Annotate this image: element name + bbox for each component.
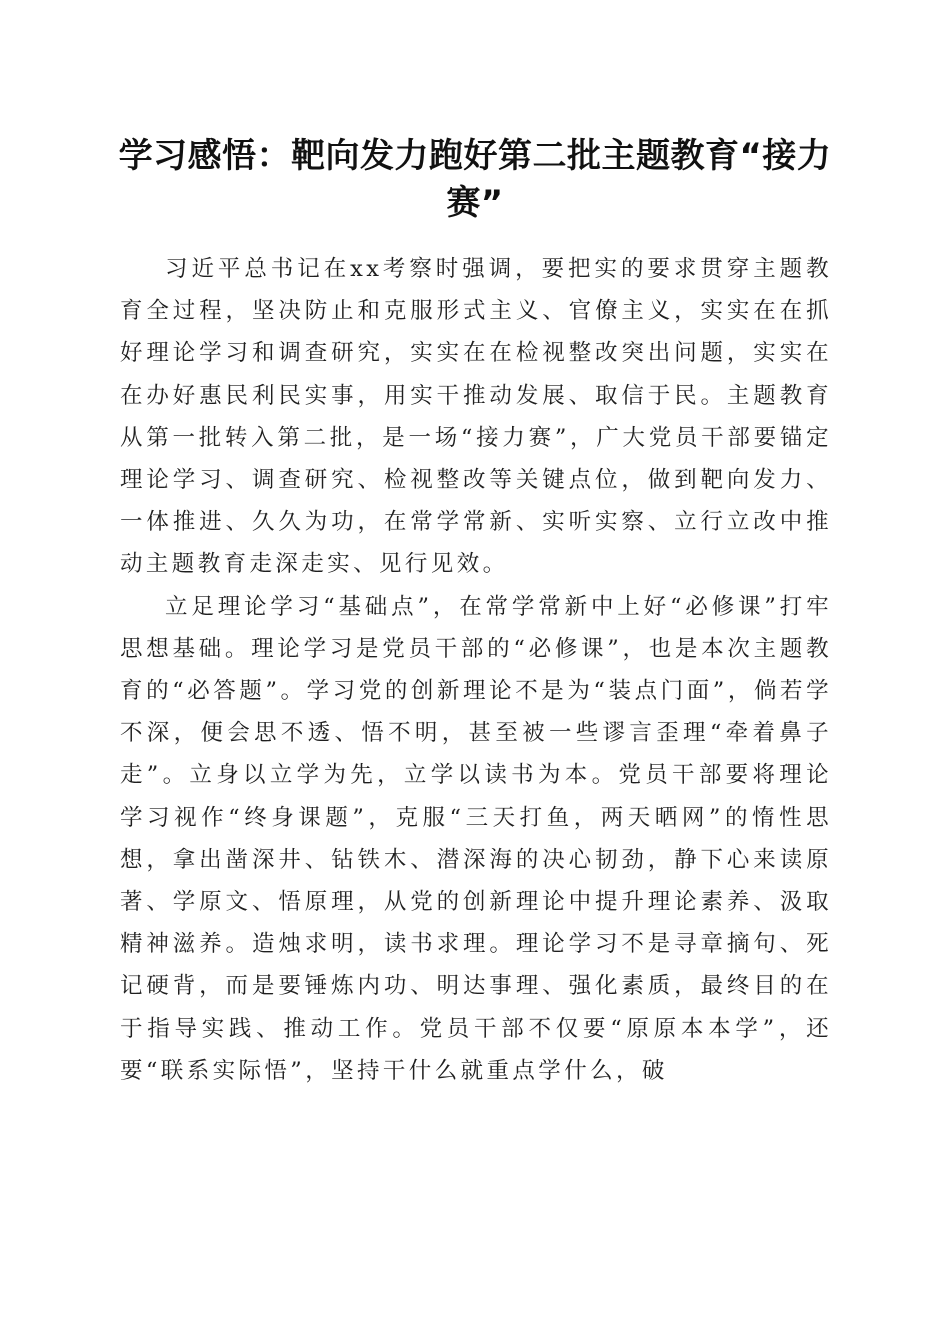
- document-title: 学习感悟：靶向发力跑好第二批主题教育“接力赛”: [118, 136, 832, 223]
- paragraph-intro: 习近平总书记在xx考察时强调，要把实的要求贯穿主题教育全过程，坚决防止和克服形式主义、官僚主义，实实在在抓好理论学习和调查研究，实实在在检视整改突出问题，实实在在办好惠民利民实事，用实干推动发展、取信于民。主题教育从第一批转入第二批，是一场“接力赛”，广大党员干部要锚定理论学习、调查研究、检视整改等关键点位，做到靶向发力、一体推进、久久为功，在常学常新、实听实察、立行立改中推动主题教育走深走实、见行见效。: [120, 256, 832, 578]
- paragraph-theory-study: 立足理论学习“基础点”，在常学常新中上好“必修课”打牢思想基础。理论学习是党员干部的“必修课”，也是本次主题教育的“必答题”。学习党的创新理论不是为“装点门面”，倘若学不深，便会思不透、悟不明，甚至被一些谬言歪理“牵着鼻子走”。立身以立学为先，立学以读书为本。党员干部要将理论学习视作“终身课题”，克服“三天打鱼，两天晒网”的惰性思想，拿出凿深井、钻铁木、潜深海的决心韧劲，静下心来读原著、学原文、悟原理，从党的创新理论中提升理论素养、汲取精神滋养。造烛求明，读书求理。理论学习不是寻章摘句、死记硬背，而是要锤炼内功、明达事理、强化素质，最终目的在于指导实践、推动工作。党员干部不仅要“原原本本学”，还要“联系实际悟”，坚持干什么就重点学什么，破: [120, 593, 832, 1084]
- document-body: [120, 248, 832, 1092]
